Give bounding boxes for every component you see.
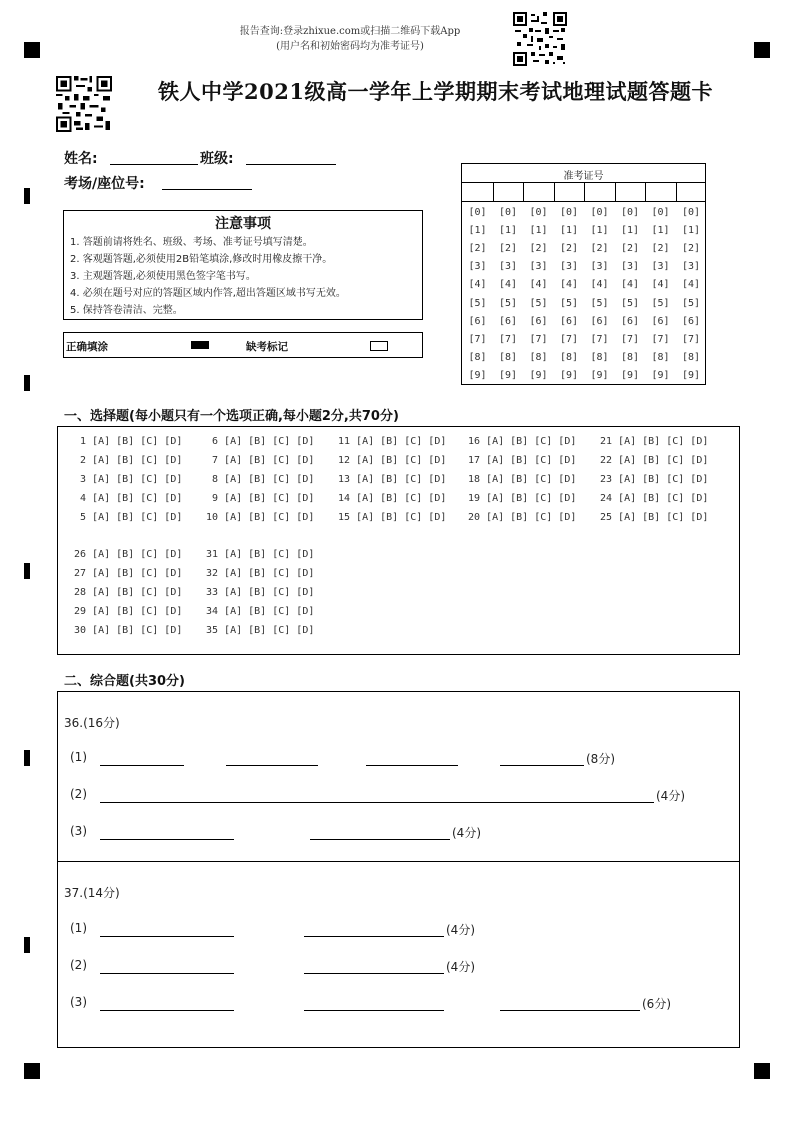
exam-id-bubble[interactable]: [0]	[681, 207, 701, 218]
exam-id-bubble[interactable]: [4]	[498, 279, 518, 291]
notice-item: 1. 答题前请将姓名、班级、考场、准考证号填写清楚。	[70, 237, 313, 248]
exam-id-bubble[interactable]: [7]	[559, 333, 579, 345]
section-1-title: 一、选择题(每小题只有一个选项正确,每小题2分,共70分)	[64, 409, 399, 424]
choice-question-row[interactable]: 18 [A] [B] [C] [D]	[468, 474, 577, 485]
q36-part1-blank[interactable]	[500, 765, 584, 766]
q37-part3-blank[interactable]	[100, 1010, 234, 1011]
exam-id-bubble[interactable]: [8]	[620, 351, 640, 363]
q37-part1-blank[interactable]	[304, 936, 444, 937]
exam-id-bubble[interactable]: [7]	[498, 333, 518, 345]
choice-question-row[interactable]: 4 [A] [B] [C] [D]	[74, 493, 183, 504]
exam-id-bubble[interactable]: [4]	[651, 279, 670, 291]
exam-id-bubble[interactable]: [4]	[681, 279, 701, 291]
exam-id-bubble[interactable]: [5]	[681, 297, 701, 309]
notice-item: 3. 主观题答题,必须使用黑色签字笔书写。	[70, 271, 256, 282]
notice-item: 4. 必须在题号对应的答题区域内作答,超出答题区域书写无效。	[70, 288, 346, 299]
name-field[interactable]	[110, 164, 198, 165]
q37-part3-score: (6分)	[642, 997, 671, 1011]
choice-question-row[interactable]: 35 [A] [B] [C] [D]	[206, 625, 315, 636]
registration-mark-top-right	[754, 42, 770, 58]
exam-id-bubble[interactable]: [6]	[529, 315, 548, 327]
q36-answer-area	[57, 691, 740, 862]
exam-id-bubble[interactable]: [5]	[498, 297, 518, 309]
exam-id-bubble[interactable]: [9]	[468, 369, 487, 381]
absent-mark-label: 缺考标记	[246, 341, 288, 353]
choice-question-row[interactable]: 17 [A] [B] [C] [D]	[468, 455, 577, 466]
exam-id-bubble[interactable]: [1]	[590, 225, 609, 237]
exam-id-bubble[interactable]: [1]	[620, 225, 640, 237]
choice-question-row[interactable]: 33 [A] [B] [C] [D]	[206, 587, 315, 598]
exam-id-bubble[interactable]: [2]	[468, 243, 487, 255]
q36-part3-label: (3)	[70, 824, 87, 838]
registration-mark-top-left	[24, 42, 40, 58]
exam-id-bubble[interactable]: [2]	[590, 243, 609, 255]
exam-id-bubble[interactable]: [3]	[498, 261, 518, 273]
room-seat-label: 考场/座位号:	[64, 176, 145, 192]
choice-question-row[interactable]: 30 [A] [B] [C] [D]	[74, 625, 183, 636]
exam-id-bubble[interactable]: [0]	[651, 207, 670, 218]
exam-id-title: 准考证号	[563, 171, 604, 182]
notice-item: 2. 客观题答题,必须使用2B铅笔填涂,修改时用橡皮擦干净。	[70, 254, 333, 265]
exam-id-bubble[interactable]: [7]	[529, 333, 548, 345]
exam-id-bubble[interactable]: [2]	[651, 243, 670, 255]
choice-question-row[interactable]: 25 [A] [B] [C] [D]	[600, 512, 709, 523]
q36-part1-score: (8分)	[586, 752, 615, 766]
choice-answer-area	[57, 426, 740, 655]
section-2-title: 二、综合题(共30分)	[64, 674, 185, 689]
choice-question-row[interactable]: 28 [A] [B] [C] [D]	[74, 587, 183, 598]
q36-part1-blank[interactable]	[100, 765, 184, 766]
report-query-line: 报告查询:登录zhixue.com或扫描二维码下载App	[239, 26, 461, 37]
q36-part2-blank[interactable]	[100, 802, 654, 803]
exam-id-bubble[interactable]: [9]	[651, 369, 670, 381]
exam-id-bubble[interactable]: [0]	[590, 207, 609, 218]
q37-part3-label: (3)	[70, 995, 87, 1009]
exam-id-bubble[interactable]: [6]	[559, 315, 579, 327]
choice-question-row[interactable]: 5 [A] [B] [C] [D]	[74, 512, 183, 523]
exam-id-bubble[interactable]: [9]	[620, 369, 640, 381]
choice-question-row[interactable]: 6 [A] [B] [C] [D]	[206, 436, 315, 447]
exam-id-bubble[interactable]: [6]	[620, 315, 640, 327]
exam-id-bubble[interactable]: [0]	[468, 207, 487, 218]
q36-part2-score: (4分)	[656, 789, 685, 803]
q37-part1-blank[interactable]	[100, 936, 234, 937]
choice-question-row[interactable]: 26 [A] [B] [C] [D]	[74, 549, 183, 560]
choice-question-row[interactable]: 23 [A] [B] [C] [D]	[600, 474, 709, 485]
choice-question-row[interactable]: 19 [A] [B] [C] [D]	[468, 493, 577, 504]
q36-part3-blank[interactable]	[100, 839, 234, 840]
exam-id-bubble[interactable]: [4]	[468, 279, 487, 291]
choice-question-row[interactable]: 31 [A] [B] [C] [D]	[206, 549, 315, 560]
timing-mark	[24, 188, 30, 204]
report-query-note	[220, 24, 480, 54]
registration-mark-bottom-left	[24, 1063, 40, 1079]
q36-part1-blank[interactable]	[366, 765, 458, 766]
exam-id-bubble[interactable]: [7]	[651, 333, 670, 345]
exam-id-bubble[interactable]: [5]	[559, 297, 579, 309]
exam-id-bubble[interactable]: [7]	[620, 333, 640, 345]
q37-part2-blank[interactable]	[100, 973, 234, 974]
registration-mark-bottom-right	[754, 1063, 770, 1079]
exam-id-bubble[interactable]: [8]	[468, 351, 487, 363]
correct-fill-sample	[191, 341, 209, 349]
exam-id-bubble[interactable]: [3]	[559, 261, 579, 273]
exam-id-bubble[interactable]: [5]	[590, 297, 609, 309]
choice-question-row[interactable]: 32 [A] [B] [C] [D]	[206, 568, 315, 579]
q36-part1-blank[interactable]	[226, 765, 318, 766]
notice-box	[63, 210, 423, 320]
exam-id-bubble[interactable]: [3]	[468, 261, 487, 273]
exam-id-bubble[interactable]: [6]	[498, 315, 518, 327]
exam-id-bubble[interactable]: [9]	[529, 369, 548, 381]
exam-id-bubble[interactable]: [3]	[681, 261, 701, 273]
exam-id-bubble[interactable]: [1]	[468, 225, 487, 237]
exam-id-bubble[interactable]: [2]	[620, 243, 640, 255]
q36-part1-label: (1)	[70, 750, 87, 764]
exam-id-bubble[interactable]: [4]	[590, 279, 609, 291]
class-field[interactable]	[246, 164, 336, 165]
exam-id-bubble[interactable]: [4]	[620, 279, 640, 291]
exam-id-bubble[interactable]: [0]	[529, 207, 548, 218]
q36-part3-blank[interactable]	[310, 839, 450, 840]
qr-code-icon	[56, 76, 112, 132]
choice-question-row[interactable]: 2 [A] [B] [C] [D]	[74, 455, 183, 466]
q37-answer-area	[57, 861, 740, 1048]
choice-question-row[interactable]: 11 [A] [B] [C] [D]	[338, 436, 447, 447]
exam-id-bubble[interactable]: [8]	[590, 351, 609, 363]
choice-question-row[interactable]: 24 [A] [B] [C] [D]	[600, 493, 709, 504]
choice-question-row[interactable]: 14 [A] [B] [C] [D]	[338, 493, 447, 504]
choice-question-row[interactable]: 3 [A] [B] [C] [D]	[74, 474, 183, 485]
exam-id-bubble[interactable]: [8]	[681, 351, 701, 363]
exam-id-bubble[interactable]: [6]	[468, 315, 487, 327]
q37-part3-blank[interactable]	[500, 1010, 640, 1011]
fill-example-box	[63, 332, 423, 358]
qr-code-icon	[513, 12, 567, 66]
exam-id-grid	[461, 163, 706, 385]
exam-id-bubble[interactable]: [7]	[468, 333, 487, 345]
exam-id-bubble[interactable]: [1]	[529, 225, 548, 237]
notice-item: 5. 保持答卷清洁、完整。	[70, 305, 183, 316]
exam-id-bubble[interactable]: [9]	[681, 369, 701, 381]
choice-question-row[interactable]: 9 [A] [B] [C] [D]	[206, 493, 315, 504]
exam-id-bubble[interactable]: [3]	[529, 261, 548, 273]
q37-part1-label: (1)	[70, 921, 87, 935]
timing-mark	[24, 375, 30, 391]
exam-id-bubble[interactable]: [4]	[529, 279, 548, 291]
choice-question-row[interactable]: 1 [A] [B] [C] [D]	[74, 436, 183, 447]
q37-part2-label: (2)	[70, 958, 87, 972]
q36-part3-score: (4分)	[452, 826, 481, 840]
exam-id-bubble[interactable]: [0]	[498, 207, 518, 218]
exam-id-bubble[interactable]: [7]	[681, 333, 701, 345]
correct-fill-label: 正确填涂	[66, 341, 108, 353]
choice-question-row[interactable]: 15 [A] [B] [C] [D]	[338, 512, 447, 523]
exam-id-bubble[interactable]: [1]	[681, 225, 701, 237]
choice-question-row[interactable]: 34 [A] [B] [C] [D]	[206, 606, 315, 617]
choice-question-row[interactable]: 27 [A] [B] [C] [D]	[74, 568, 183, 579]
absent-mark-checkbox[interactable]	[370, 341, 388, 351]
exam-id-bubble[interactable]: [4]	[559, 279, 579, 291]
exam-id-bubble[interactable]: [1]	[651, 225, 670, 237]
exam-id-bubble[interactable]: [0]	[559, 207, 579, 218]
q37-part1-score: (4分)	[446, 923, 475, 937]
exam-id-bubble[interactable]: [7]	[590, 333, 609, 345]
q37-part2-blank[interactable]	[304, 973, 444, 974]
exam-id-bubble[interactable]: [8]	[529, 351, 548, 363]
timing-mark	[24, 937, 30, 953]
choice-question-row[interactable]: 29 [A] [B] [C] [D]	[74, 606, 183, 617]
choice-question-row[interactable]: 13 [A] [B] [C] [D]	[338, 474, 447, 485]
choice-question-row[interactable]: 12 [A] [B] [C] [D]	[338, 455, 447, 466]
q36-label: 36.(16分)	[64, 716, 120, 730]
notice-title: 注意事项	[215, 216, 271, 232]
exam-id-bubble[interactable]: [3]	[651, 261, 670, 273]
exam-id-bubble[interactable]: [9]	[559, 369, 579, 381]
exam-id-bubble[interactable]: [8]	[559, 351, 579, 363]
exam-id-bubble[interactable]: [6]	[590, 315, 609, 327]
exam-id-bubble[interactable]: [5]	[651, 297, 670, 309]
choice-question-row[interactable]: 8 [A] [B] [C] [D]	[206, 474, 315, 485]
class-label: 班级:	[200, 151, 234, 167]
exam-id-bubble[interactable]: [6]	[681, 315, 701, 327]
exam-id-bubble[interactable]: [5]	[529, 297, 548, 309]
room-seat-field[interactable]	[162, 189, 252, 190]
q36-part2-label: (2)	[70, 787, 87, 801]
choice-question-row[interactable]: 20 [A] [B] [C] [D]	[468, 512, 577, 523]
exam-id-bubble[interactable]: [9]	[498, 369, 518, 381]
timing-mark	[24, 563, 30, 579]
q37-label: 37.(14分)	[64, 886, 120, 900]
name-label: 姓名:	[64, 151, 98, 167]
choice-question-row[interactable]: 7 [A] [B] [C] [D]	[206, 455, 315, 466]
exam-id-bubble[interactable]: [6]	[651, 315, 670, 327]
choice-question-row[interactable]: 21 [A] [B] [C] [D]	[600, 436, 709, 447]
timing-mark	[24, 750, 30, 766]
choice-question-row[interactable]: 16 [A] [B] [C] [D]	[468, 436, 577, 447]
q37-part2-score: (4分)	[446, 960, 475, 974]
page-title: 铁人中学2021级高一学年上学期期末考试地理试题答题卡	[158, 79, 713, 104]
exam-id-bubble[interactable]: [2]	[681, 243, 701, 255]
exam-id-bubble[interactable]: [3]	[590, 261, 609, 273]
credentials-hint: (用户名和初始密码均为准考证号)	[276, 41, 424, 52]
exam-id-bubble[interactable]: [1]	[498, 225, 518, 237]
exam-id-bubble[interactable]: [8]	[498, 351, 518, 363]
exam-id-bubble[interactable]: [8]	[651, 351, 670, 363]
exam-id-bubble[interactable]: [0]	[620, 207, 640, 218]
exam-id-bubble[interactable]: [2]	[559, 243, 579, 255]
q37-part3-blank[interactable]	[304, 1010, 444, 1011]
exam-id-bubble[interactable]: [9]	[590, 369, 609, 381]
exam-id-bubble[interactable]: [2]	[498, 243, 518, 255]
exam-id-bubble[interactable]: [2]	[529, 243, 548, 255]
exam-id-bubble[interactable]: [3]	[620, 261, 640, 273]
exam-id-bubble[interactable]: [5]	[620, 297, 640, 309]
exam-id-bubble[interactable]: [5]	[468, 297, 487, 309]
choice-question-row[interactable]: 22 [A] [B] [C] [D]	[600, 455, 709, 466]
exam-id-bubble[interactable]: [1]	[559, 225, 579, 237]
choice-question-row[interactable]: 10 [A] [B] [C] [D]	[206, 512, 315, 523]
